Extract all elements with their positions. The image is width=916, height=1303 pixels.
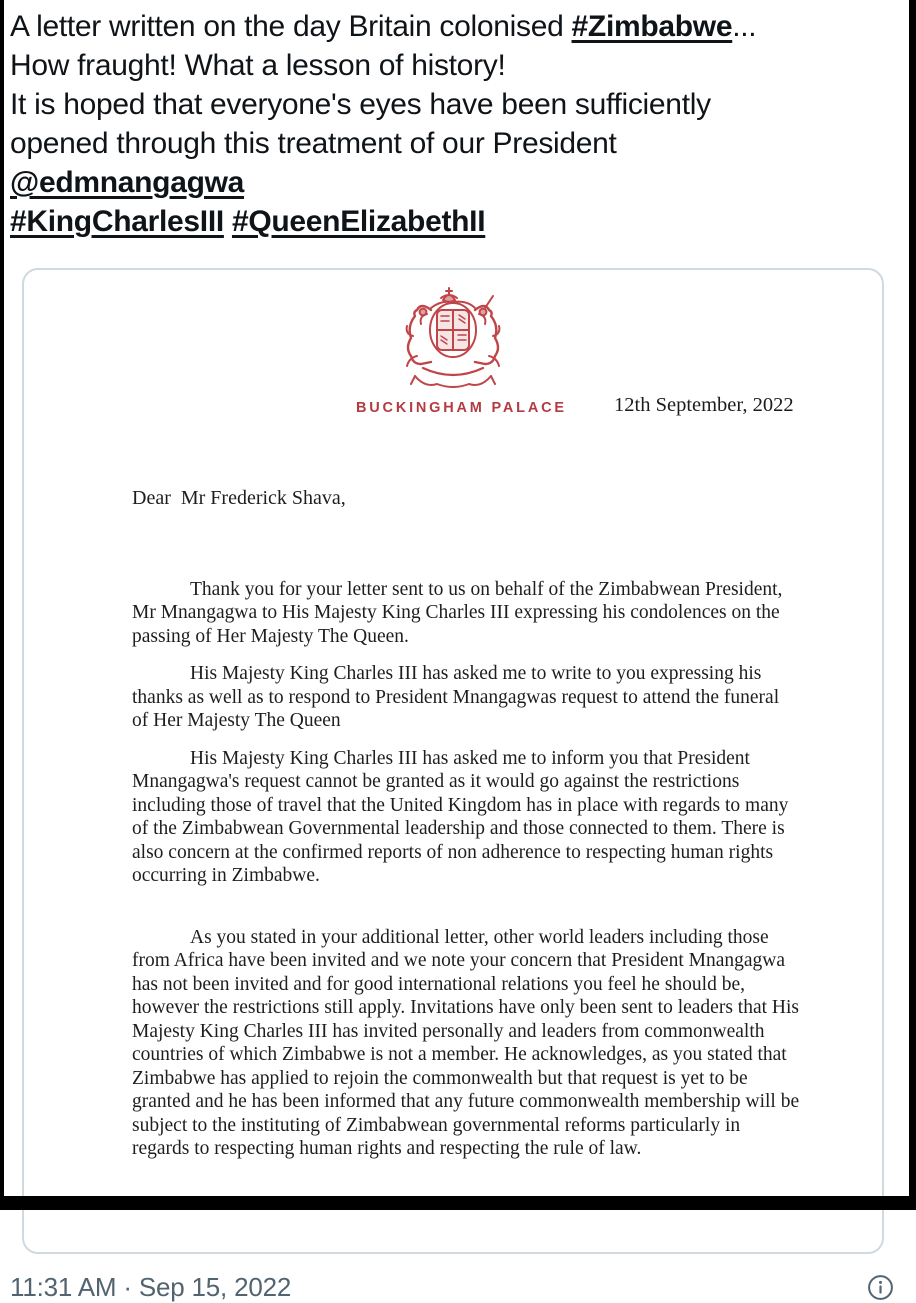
tweet-entity-link[interactable]: #KingCharlesIII (10, 205, 224, 238)
letter-image-card[interactable] (22, 268, 884, 1254)
letter-paragraph: Thank you for your letter sent to us on behalf of the Zimbabwean President, Mr Mnangagwa to His Majesty King Charles III expressing his condolences on the passing of Her Majesty The Queen. (132, 578, 793, 647)
tweet-entity-link[interactable]: #QueenElizabethII (231, 205, 486, 238)
letterhead-title: BUCKINGHAM PALACE (356, 400, 567, 416)
letter-header (24, 394, 882, 426)
tweet-line (10, 85, 904, 124)
tweet-entity-link[interactable]: @edmnangagwa (10, 166, 245, 199)
tweet-line (10, 124, 904, 163)
tweet-text-segment: It is hoped that everyone's eyes have been sufficiently (10, 88, 711, 121)
tweet-line (10, 46, 904, 85)
tweet-text-segment: opened through this treatment of our President (10, 127, 617, 160)
screenshot-frame-right (909, 0, 916, 1210)
letter-paragraphs (132, 578, 804, 1161)
tweet-text-segment: A letter written on the day Britain colonised (10, 10, 572, 43)
info-icon (867, 1274, 894, 1301)
tweet-line (10, 7, 904, 46)
screenshot-frame-left (0, 0, 4, 1210)
tweet-text-segment: How fraught! What a lesson of history! (10, 49, 506, 82)
screenshot-frame-bottom (0, 1196, 916, 1210)
tweet-timestamp[interactable]: 11:31 AM · Sep 15, 2022 (10, 1271, 292, 1302)
letter-paragraph: His Majesty King Charles III has asked me to write to you expressing his thanks as well as to respond to President Mnangagwas request to attend the funeral of Her Majesty The Queen (132, 663, 785, 731)
letter-salutation: Dear Mr Frederick Shava, (132, 487, 346, 509)
tweet-footer (10, 1272, 894, 1303)
letter-paragraph: His Majesty King Charles III has asked me to inform you that President Mnangagwa's request cannot be granted as it would go against the restrictions including those of travel that the United Kingdom has in place with regards to many of the Zimbabwean Governmental leadership and those connected to them. There is also concern at the confirmed reports of non adherence to respecting human rights occurring in Zimbabwe. (132, 747, 794, 886)
tweet-line (10, 202, 904, 241)
tweet-entity-link[interactable]: #Zimbabwe (571, 10, 733, 43)
letter-body (132, 440, 804, 1222)
letter-paragraph: As you stated in your additional letter, other world leaders including those from Africa have been invited and we note your concern that President Mnangagwa has not been invited and for good international relations you feel he should be, however the restrictions still apply. Invitations have only been sent to leaders that His Majesty King Charles III has invited personally and leaders from commonwealth countries of which Zimbabwe is not a member. He acknowledges, as you stated that Zimbabwe has applied to rejoin the commonwealth but that request is yet to be granted and he has been informed that any future commonwealth membership will be subject to the instituting of Zimbabwean governmental reforms particularly in regards to respecting human rights and respecting the rule of law. (132, 926, 804, 1159)
letter-date: 12th September, 2022 (614, 394, 794, 416)
info-button[interactable] (867, 1274, 894, 1301)
tweet-text-segment: ... (732, 10, 757, 43)
tweet-text-segment (224, 205, 232, 238)
tweet-text (0, 0, 916, 241)
tweet-line (10, 163, 904, 202)
royal-coat-of-arms-icon (401, 284, 505, 388)
